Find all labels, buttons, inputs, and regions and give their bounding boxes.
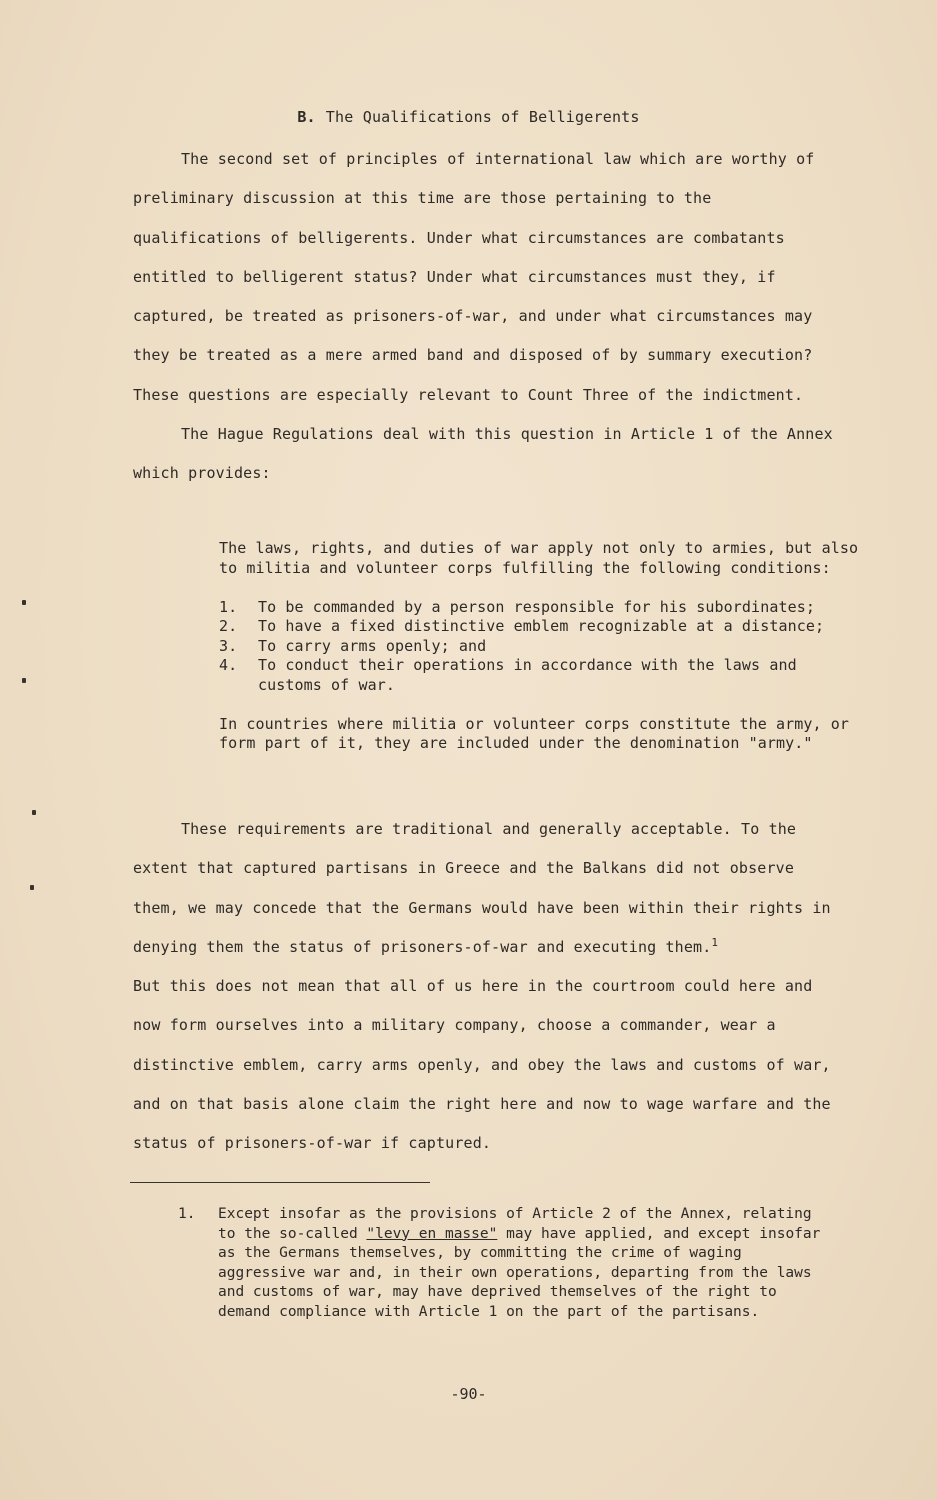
list-text: To be commanded by a person responsible for his subordinates; <box>258 597 815 616</box>
footnote-reference: 1 <box>711 935 719 949</box>
margin-punch-mark <box>22 678 26 683</box>
margin-punch-mark <box>30 885 34 890</box>
footnote-text-before: Except insofar as the provisions of Article 2 of the Annex, relating to the so-called <box>218 1206 812 1242</box>
list-text: To carry arms openly; and <box>258 636 487 655</box>
intro-paragraphs <box>133 140 833 494</box>
margin-punch-mark <box>22 600 26 605</box>
quote-list-item <box>219 637 869 657</box>
footnote-text <box>218 1205 828 1322</box>
quote-intro: The laws, rights, and duties of war apply not only to armies, but also to militia and volunteer corps fulfilling the following conditions: <box>219 539 859 577</box>
paragraph-4: But this does not mean that all of us here in the courtroom could here and now form ourselves into a military company, choose a commander, wear a distinctive emblem, carry arms openly, and obey the laws and customs of war, and on that basis alone claim the right here and now to wage warfare and the status of prisoners-of-war if captured. <box>133 977 831 1153</box>
paragraph-3-text: These requirements are traditional and generally acceptable. To the extent that captured partisans in Greece and the Balkans did not observe them, we may concede that the Germans would have been within their rights in denying them the status of prisoners-of-war and executing them. <box>133 820 831 956</box>
paragraph-2: The Hague Regulations deal with this question in Article 1 of the Annex which provides: <box>133 425 833 483</box>
section-letter: B. <box>297 108 316 126</box>
footnote <box>178 1205 828 1322</box>
section-title: The Qualifications of Belligerents <box>325 108 640 126</box>
page-number: -90- <box>450 1385 487 1403</box>
block-quote <box>219 539 869 754</box>
list-text: To conduct their operations in accordance with the laws and customs of war. <box>258 656 797 694</box>
footnote-divider <box>130 1182 430 1183</box>
list-number: 1. <box>219 597 238 616</box>
quote-list-item <box>219 656 869 695</box>
paragraph-1: The second set of principles of international law which are worthy of preliminary discussion at this time are those pertaining to the qualifications of belligerents. Under what circumstances are combatants entitled to belligerent status? Under what circumstances must they, if captured, be treated as prisoners-of-war, and under what circumstances may they be treated as a mere armed band and disposed of by summary execution? These questions are especially relevant to Count Three of the indictment. <box>133 150 815 404</box>
footnote-text-after: may have applied, and except insofar as the Germans themselves, by committing the crime of waging aggressive war and, in their own operations, departing from the laws and customs of war, may have deprived themselves of the right to demand compliance with Article 1 on the part of the partisans. <box>218 1225 821 1320</box>
list-number: 4. <box>219 656 238 674</box>
paragraph-3 <box>133 810 843 967</box>
list-number: 2. <box>219 617 238 635</box>
margin-punch-mark <box>32 810 36 815</box>
footnote-underlined-term: "levy en masse" <box>366 1225 498 1242</box>
footnote-number: 1. <box>178 1206 196 1222</box>
section-heading <box>0 108 937 126</box>
list-text: To have a fixed distinctive emblem recognizable at a distance; <box>258 617 825 635</box>
quote-list-item <box>219 617 869 637</box>
quote-closing: In countries where militia or volunteer corps constitute the army, or form part of it, they are included under the denomination "army." <box>219 714 850 752</box>
list-number: 3. <box>219 636 238 655</box>
quote-list-item <box>219 598 869 618</box>
main-paragraphs <box>133 810 843 1164</box>
